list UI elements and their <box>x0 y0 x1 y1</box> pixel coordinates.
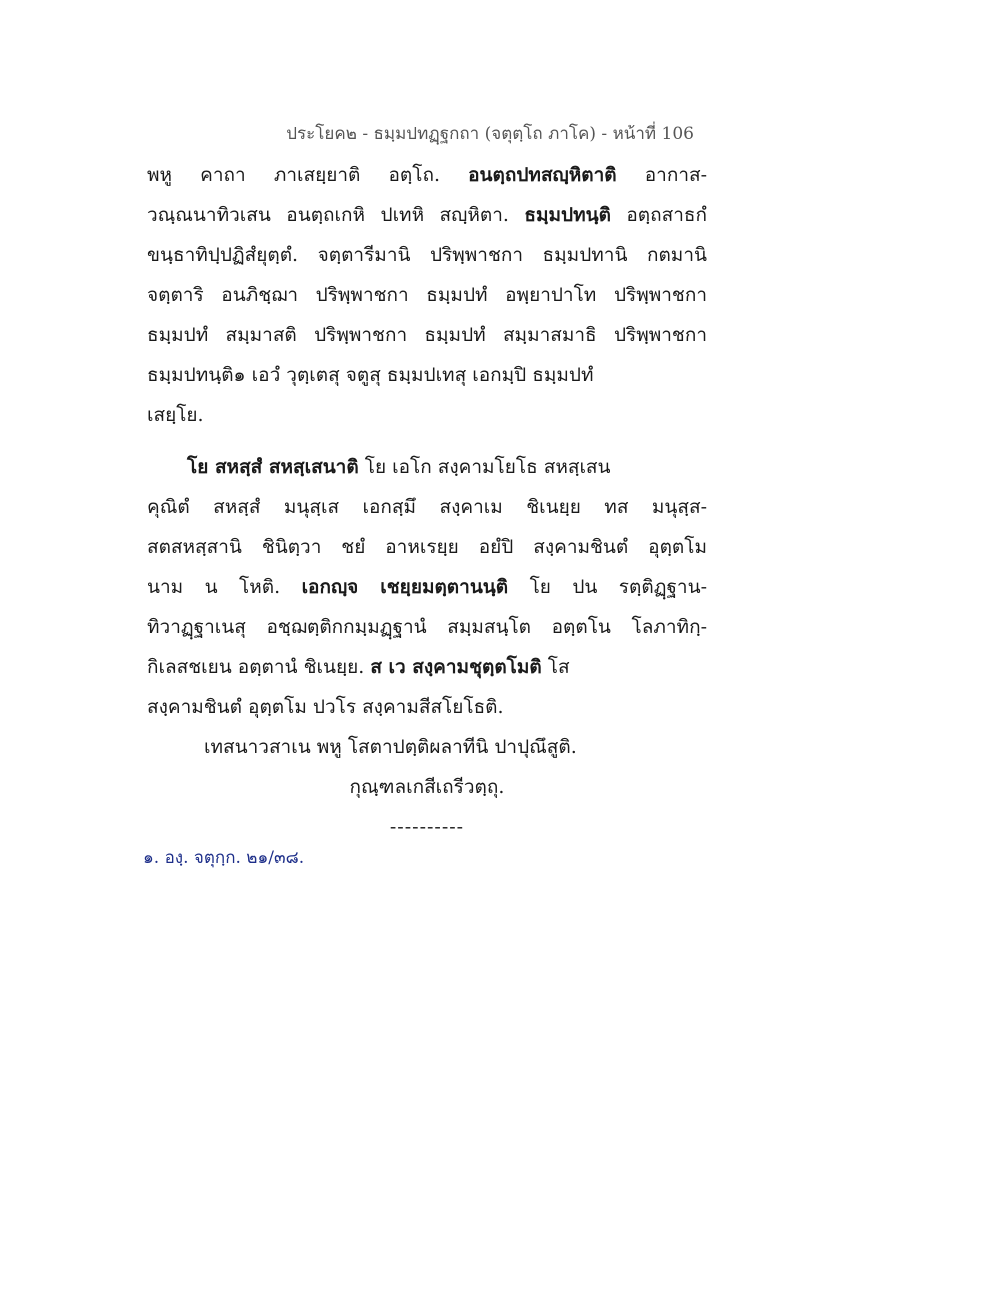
text-run: โส <box>547 656 570 678</box>
text-run: อากาส- <box>644 164 707 186</box>
footnote: ๑. องฺ. จตุกฺก. ๒๑/๓๘. <box>143 848 305 868</box>
bold-term: เอกญฺจ เชยฺยมตฺตานนฺติ <box>301 576 509 598</box>
text-line <box>147 647 707 687</box>
text-run: พหู คาถา ภาเสยฺยาติ อตฺโถ. <box>147 164 440 186</box>
text-line: ธมฺมปทนฺติ๑ เอวํ วุตฺเตสุ จตูสุ ธมฺมปเทสุ เอกมฺปิ ธมฺมปทํ <box>147 364 594 386</box>
text-line: สตสหสฺสานิ ชินิตฺวา ชยํ อาหเรยฺย อยํปิ สงฺคามชินตํ อุตฺตโม <box>147 536 707 558</box>
text-line <box>147 195 707 235</box>
text-line: เทสนาวสาเน พหู โสตาปตฺติผลาทีนิ ปาปุณึสูติ. <box>204 736 577 758</box>
body-text <box>147 155 707 847</box>
text-line: เสยฺโย. <box>147 404 204 426</box>
text-line: จตฺตาริ อนภิชฺฌา ปริพฺพาชกา ธมฺมปทํ อพฺยาปาโท ปริพฺพาชกา <box>147 284 707 306</box>
text-line <box>147 155 707 195</box>
bold-term: โย สหสฺสํ สหสฺเสนาติ <box>187 456 359 478</box>
text-line: คุณิตํ สหสฺสํ มนุสฺเส เอกสฺมึ สงฺคาเม ชิเนยฺย ทส มนุสฺส- <box>147 496 707 518</box>
bold-term: อนตฺถปทสญฺหิตาติ <box>468 164 617 186</box>
text-run: โย ปน รตฺติฏฺฐาน- <box>529 576 707 598</box>
paragraph-gap <box>147 435 707 447</box>
text-run: กิเลสชเยน อตฺตานํ ชิเนยฺย. <box>147 656 365 678</box>
bold-term: ส เว สงฺคามชุตฺตโมติ <box>370 656 542 678</box>
bold-term: ธมฺมปทนฺติ <box>524 204 611 226</box>
text-run: นาม น โหติ. <box>147 576 281 598</box>
text-run: อตฺถสาธกํ <box>626 204 707 226</box>
section-separator: ---------- <box>389 816 465 838</box>
text-line <box>147 567 707 607</box>
text-line <box>147 447 707 487</box>
story-title: กุณฺฑลเกสีเถรีวตฺถุ. <box>349 776 505 798</box>
text-run: โย เอโก สงฺคามโยโธ สหสฺเสน <box>364 456 611 478</box>
text-line: ทิวาฏฺฐาเนสุ อชฺฌตฺติกกมฺมฏฺฐานํ สมฺมสนฺโต อตฺตโน โลภาทิกฺ- <box>147 616 707 638</box>
text-line: ขนฺธาทิปฺปฏิสํยุตฺตํ. จตฺตารีมานิ ปริพฺพาชกา ธมฺมปทานิ กตมานิ <box>147 244 707 266</box>
text-line: ธมฺมปทํ สมฺมาสติ ปริพฺพาชกา ธมฺมปทํ สมฺมาสมาธิ ปริพฺพาชกา <box>147 324 707 346</box>
text-run: วณฺณนาทิวเสน อนตฺถเกหิ ปเทหิ สญฺหิตา. <box>147 204 509 226</box>
text-line: สงฺคามชินตํ อุตฺตโม ปวโร สงฺคามสีสโยโธติ. <box>147 696 504 718</box>
running-head: ประโยค๒ - ธมฺมปทฏฺฐกถา (จตุตฺโถ ภาโค) - หน้าที่ 106 <box>286 124 694 144</box>
